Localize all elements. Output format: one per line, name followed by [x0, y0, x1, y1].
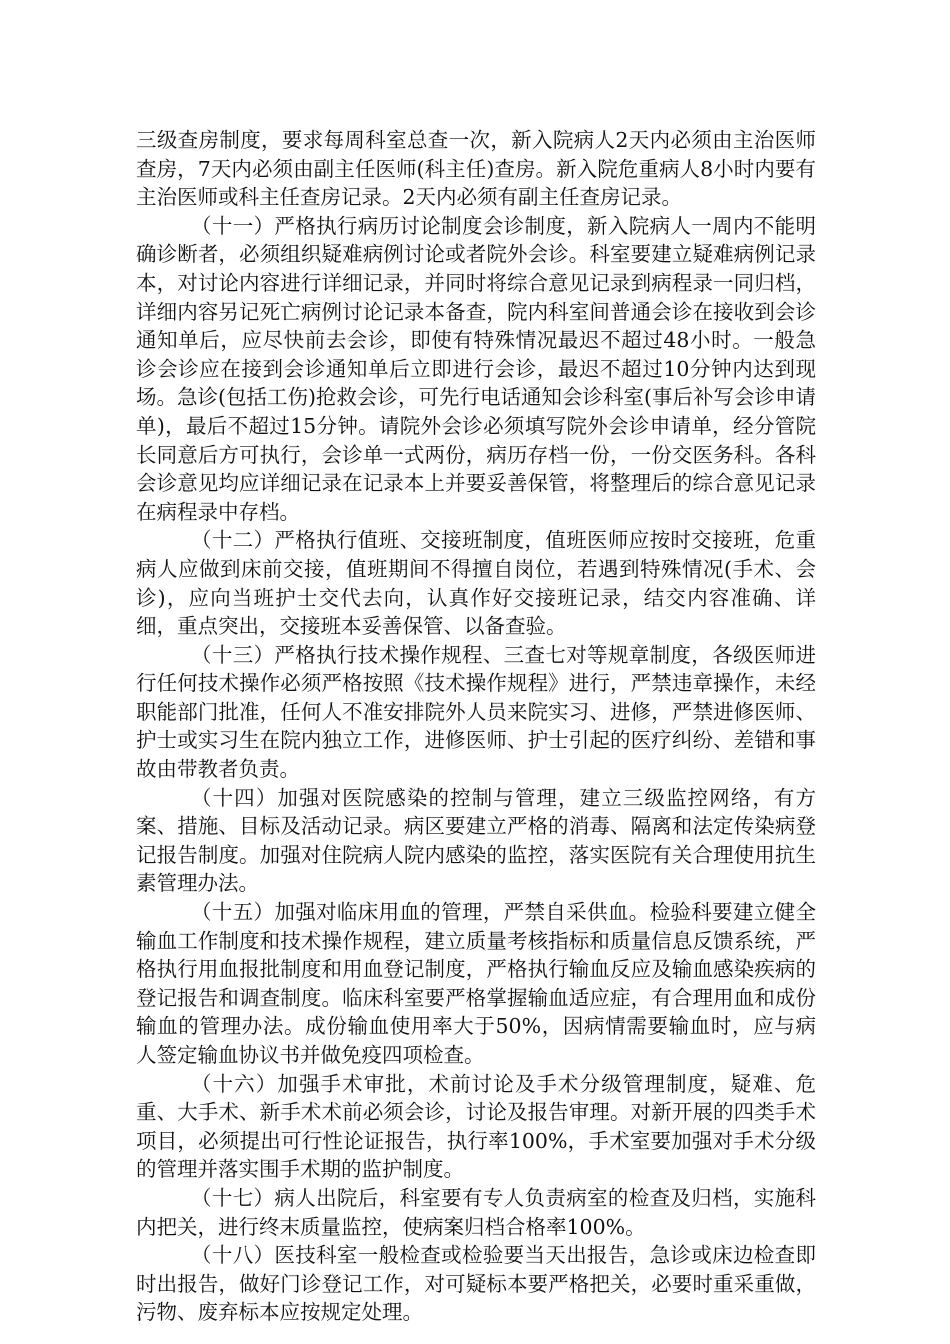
paragraph-14-infection-control: （十四）加强对医院感染的控制与管理，建立三级监控网络，有方案、措施、目标及活动记录。病区要建立严格的消毒、隔离和法定传染病登记报告制度。加强对住院病人院内感染的监控，落实医院有关合理使用抗生素管理办法。 — [136, 785, 816, 896]
paragraph-11-consultation: （十一）严格执行病历讨论制度会诊制度，新入院病人一周内不能明确诊断者，必须组织疑难病例讨论或者院外会诊。科室要建立疑难病例记录本，对讨论内容进行详细记录，并同时将综合意见记录到病程录一同归档，详细内容另记死亡病例讨论记录本备查，院内科室间普通会诊在接收到会诊通知单后，应尽快前去会诊，即使有特殊情况最迟不超过48小时。一般急诊会诊应在接到会诊通知单后立即进行会诊，最迟不超过10分钟内达到现场。急诊(包括工伤)抢救会诊，可先行电话通知会诊科室(事后补写会诊申请单)，最后不超过15分钟。请院外会诊必须填写院外会诊申请单，经分管院长同意后方可执行，会诊单一式两份，病历存档一份，一份交医务科。各科会诊意见均应详细记录在记录本上并要妥善保管，将整理后的综合意见记录在病程录中存档。 — [136, 213, 816, 524]
paragraph-13-technical-procedures: （十三）严格执行技术操作规程、三查七对等规章制度，各级医师进行任何技术操作必须严格按照《技术操作规程》进行，严禁违章操作，未经职能部门批准，任何人不准安排院外人员来院实习、进修，严禁进修医师、护士或实习生在院内独立工作，进修医师、护士引起的医疗纠纷、差错和事故由带教者负责。 — [136, 642, 816, 782]
paragraph-17-discharge-records: （十七）病人出院后，科室要有专人负责病室的检查及归档，实施科内把关，进行终末质量监控，使病案归档合格率100%。 — [136, 1185, 816, 1239]
paragraph-16-surgery-approval: （十六）加强手术审批，术前讨论及手术分级管理制度，疑难、危重、大手术、新手术术前必须会诊，讨论及报告审理。对新开展的四类手术项目，必须提出可行性论证报告，执行率100%，手术室要加强对手术分级的管理并落实围手术期的监护制度。 — [136, 1071, 816, 1182]
paragraph-15-blood-use: （十五）加强对临床用血的管理，严禁自采供血。检验科要建立健全输血工作制度和技术操作规程，建立质量考核指标和质量信息反馈系统，严格执行用血报批制度和用血登记制度，严格执行输血反应及输血感染疾病的登记报告和调查制度。临床科室要严格掌握输血适应症，有合理用血和成份输血的管理办法。成份输血使用率大于50%，因病情需要输血时，应与病人签定输血协议书并做免疫四项检查。 — [136, 900, 816, 1067]
paragraph-ward-rounds: 三级查房制度，要求每周科室总查一次，新入院病人2天内必须由主治医师查房，7天内必须由副主任医师(科主任)查房。新入院危重病人8小时内要有主治医师或科主任查房记录。2天内必须有副主任查房记录。 — [136, 128, 816, 210]
document-page — [136, 126, 816, 1327]
paragraph-18-medical-technology: （十八）医技科室一般检查或检验要当天出报告，急诊或床边检查即时出报告，做好门诊登记工作，对可疑标本要严格把关，必要时重采重做，污物、废弃标本应按规定处理。 — [136, 1243, 816, 1325]
paragraph-12-shift-handover: （十二）严格执行值班、交接班制度，值班医师应按时交接班，危重病人应做到床前交接，值班期间不得擅自岗位，若遇到特殊情况(手术、会诊)，应向当班护士交代去向，认真作好交接班记录，结交内容准确、详细，重点突出，交接班本妥善保管、以备查验。 — [136, 528, 816, 639]
